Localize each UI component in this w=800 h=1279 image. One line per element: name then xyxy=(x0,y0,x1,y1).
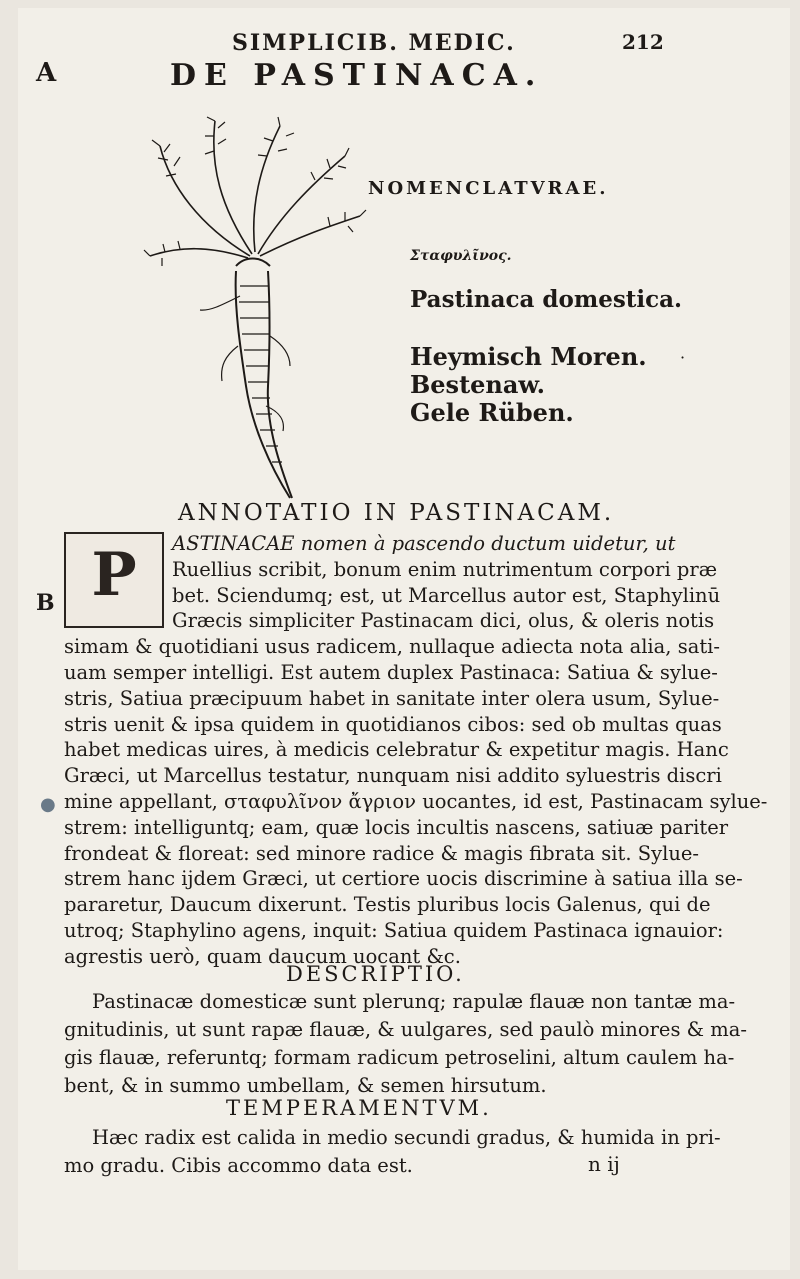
text-line: bent, & in summo umbellam, & semen hirsutum. xyxy=(64,1074,547,1097)
text-line: simam & quotidiani usus radicem, nullaque adiecta nota alia, sati- xyxy=(64,635,720,659)
text-line: strem hanc ijdem Græci, ut certiore uocis discrimine à satiua illa se- xyxy=(64,867,743,891)
text-line: gnitudinis, ut sunt rapæ flauæ, & uulgares, sed paulò minores & ma- xyxy=(64,1018,747,1041)
text-line: Hæc radix est calida in medio secundi gradus, & humida in pri- xyxy=(92,1126,721,1149)
nomenclature-heading: NOMENCLATVRAE. xyxy=(368,178,609,199)
text-line: stris uenit & ipsa quidem in quotidianos cibos: sed ob multas quas xyxy=(64,712,722,736)
text-line: Græcis simpliciter Pastinacam dici, olus, & oleris notis xyxy=(172,609,715,633)
signature-mark: n ij xyxy=(588,1152,620,1176)
text-line: habet medicas uires, à medicis celebratur & expetitur magis. Hanc xyxy=(64,738,729,762)
text-line: uam semper intelligi. Est autem duplex Pastinaca: Satiua & sylue- xyxy=(64,661,718,684)
parsnip-woodcut-illustration xyxy=(140,106,370,506)
text-line: mo gradu. Cibis accommo data est. xyxy=(64,1154,413,1177)
text-line: strem: intelliguntq; eam, quæ locis incultis nascens, satiuæ pariter xyxy=(64,815,729,839)
german-name: Bestenaw. xyxy=(410,370,546,399)
description-heading: DESCRIPTIO. xyxy=(286,962,465,986)
text-line: ASTINACAE nomen à pascendo ductum uidetur, ut xyxy=(172,532,676,555)
page-title: DE PASTINACA. xyxy=(170,58,544,93)
page-number: 212 xyxy=(622,30,664,54)
text-line: utroq; Staphylino agens, inquit: Satiua quidem Pastinaca ignauior: xyxy=(64,919,724,942)
text-line: pararetur, Daucum dixerunt. Testis pluribus locis Galenus, qui de xyxy=(64,893,711,917)
text-line: stris, Satiua præcipuum habet in sanitate inter olera usum, Sylue- xyxy=(64,686,720,710)
text-line: gis flauæ, referuntq; formam radicum petroselini, altum caulem ha- xyxy=(64,1046,735,1069)
text-line: frondeat & floreat: sed minore radice & magis fibrata sit. Sylue- xyxy=(64,841,700,865)
text-line: mine appellant, σταφυλῖνον ἄγριον uocantes, id est, Pastinacam sylue- xyxy=(64,790,768,813)
german-name: Heymisch Moren. xyxy=(410,342,647,371)
text-line: Græci, ut Marcellus testatur, nunquam nisi addito syluestris discri xyxy=(64,764,722,788)
text-line: Ruellius scribit, bonum enim nutrimentum corpori præ xyxy=(172,557,718,581)
running-title: SIMPLICIB. MEDIC. xyxy=(232,30,516,56)
greek-name: Σταφυλῖνος. xyxy=(410,248,512,264)
initial-letter: P xyxy=(91,540,137,610)
decorated-initial xyxy=(64,532,164,628)
temperament-heading: TEMPERAMENTVM. xyxy=(226,1096,492,1120)
margin-dot: · xyxy=(680,348,686,367)
text-line: agrestis uerò, quam daucum uocant &c. xyxy=(64,944,461,968)
margin-letter-a: A xyxy=(36,58,57,88)
margin-letter-b: B xyxy=(36,590,55,616)
margin-dot: ● xyxy=(40,794,56,815)
annotation-heading: ANNOTATIO IN PASTINACAM. xyxy=(178,500,615,526)
text-line: bet. Sciendumq; est, ut Marcellus autor est, Staphylinū xyxy=(172,583,721,607)
german-name: Gele Rüben. xyxy=(410,398,574,427)
latin-name: Pastinaca domestica. xyxy=(410,286,683,313)
text-line: Pastinacæ domesticæ sunt plerunq; rapulæ flauæ non tantæ ma- xyxy=(92,990,736,1013)
